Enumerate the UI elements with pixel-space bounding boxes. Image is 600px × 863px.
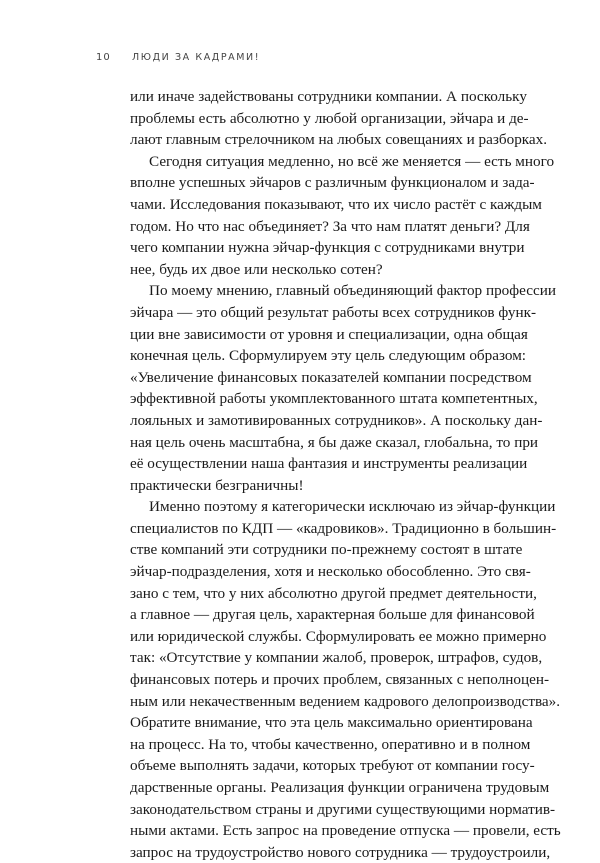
text-line: лояльных и замотивированных сотрудников». А поскольку дан-	[130, 411, 543, 429]
text-line: «Увеличение финансовых показателей компании посредством	[130, 368, 532, 386]
text-line: законодательством страны и другими существующими норматив-	[130, 800, 556, 818]
text-line: практически безграничны!	[130, 476, 304, 494]
text-line: или юридической службы. Сформулировать ее можно примерно	[130, 627, 547, 645]
text-line: эйчара — это общий результат работы всех сотрудников функ-	[130, 303, 537, 321]
text-line: а главное — другая цель, характерная больше для финансовой	[130, 606, 535, 624]
page-number: 10	[96, 52, 111, 63]
text-line: конечная цель. Сформулируем эту цель следующим образом:	[130, 347, 527, 365]
paragraph-1	[130, 86, 548, 151]
running-header	[96, 52, 260, 66]
text-line: стве компаний эти сотрудники по-прежнему состоят в штате	[130, 541, 523, 559]
running-header-title: ЛЮДИ ЗА КАДРАМИ!	[132, 52, 261, 63]
text-line: вполне успешных эйчаров с различным функционалом и зада-	[130, 174, 535, 192]
body-text	[130, 86, 561, 863]
text-line: годом. Но что нас объединяет? За что нам платят деньги? Для	[130, 217, 530, 235]
text-line: нее, будь их двое или несколько сотен?	[130, 260, 383, 278]
text-line: эйчар-подразделения, хотя и несколько обособленно. Это свя-	[130, 563, 531, 581]
text-line: запрос на трудоустройство нового сотрудника — трудоустроили,	[130, 843, 551, 861]
text-line: объеме выполнять задачи, которых требуют от компании госу-	[130, 757, 535, 775]
text-line: чами. Исследования показывают, что их число растёт с каждым	[130, 195, 542, 213]
text-line: Обратите внимание, что эта цель максимально ориентирована	[130, 714, 533, 732]
text-line: так: «Отсутствие у компании жалоб, проверок, штрафов, судов,	[130, 649, 543, 667]
text-line: Именно поэтому я категорически исключаю из эйчар-функции	[149, 498, 556, 516]
paragraph-2	[130, 151, 555, 281]
text-line: специалистов по КДП — «кадровиков». Традиционно в большин-	[130, 519, 557, 537]
text-line: на процесс. На то, чтобы качественно, оперативно и в полном	[130, 735, 531, 753]
text-line: финансовых потерь и прочих проблем, связанных с неполноцен-	[130, 671, 550, 689]
paragraph-4	[130, 496, 561, 863]
text-line: эффективной работы укомплектованного штата компетентных,	[130, 390, 538, 408]
text-line: или иначе задействованы сотрудники компании. А поскольку	[130, 88, 527, 105]
text-line: ными актами. Есть запрос на проведение отпуска — провели, есть	[130, 822, 561, 840]
text-line: Сегодня ситуация медленно, но всё же меняется — есть много	[149, 152, 555, 170]
text-line: ная цель очень масштабна, я бы даже сказал, глобальна, то при	[130, 433, 539, 451]
text-line: зано с тем, что у них абсолютно другой предмет деятельности,	[130, 584, 537, 602]
text-line: лают главным стрелочником на любых совещаниях и разборках.	[130, 131, 548, 149]
text-line: ции вне зависимости от уровня и специализации, одна общая	[130, 325, 528, 343]
text-line: По моему мнению, главный объединяющий фактор профессии	[149, 282, 556, 300]
text-line: ным или некачественным ведением кадрового делопроизводства».	[130, 692, 561, 710]
text-line: чего компании нужна эйчар-функция с сотрудниками внутри	[130, 239, 525, 257]
paragraph-3	[130, 280, 556, 496]
text-line: проблемы есть абсолютно у любой организации, эйчара и де-	[130, 109, 529, 127]
text-line: её осуществлении наша фантазия и инструменты реализации	[130, 455, 528, 473]
text-line: дарственные органы. Реализация функции ограничена трудовым	[130, 779, 550, 796]
